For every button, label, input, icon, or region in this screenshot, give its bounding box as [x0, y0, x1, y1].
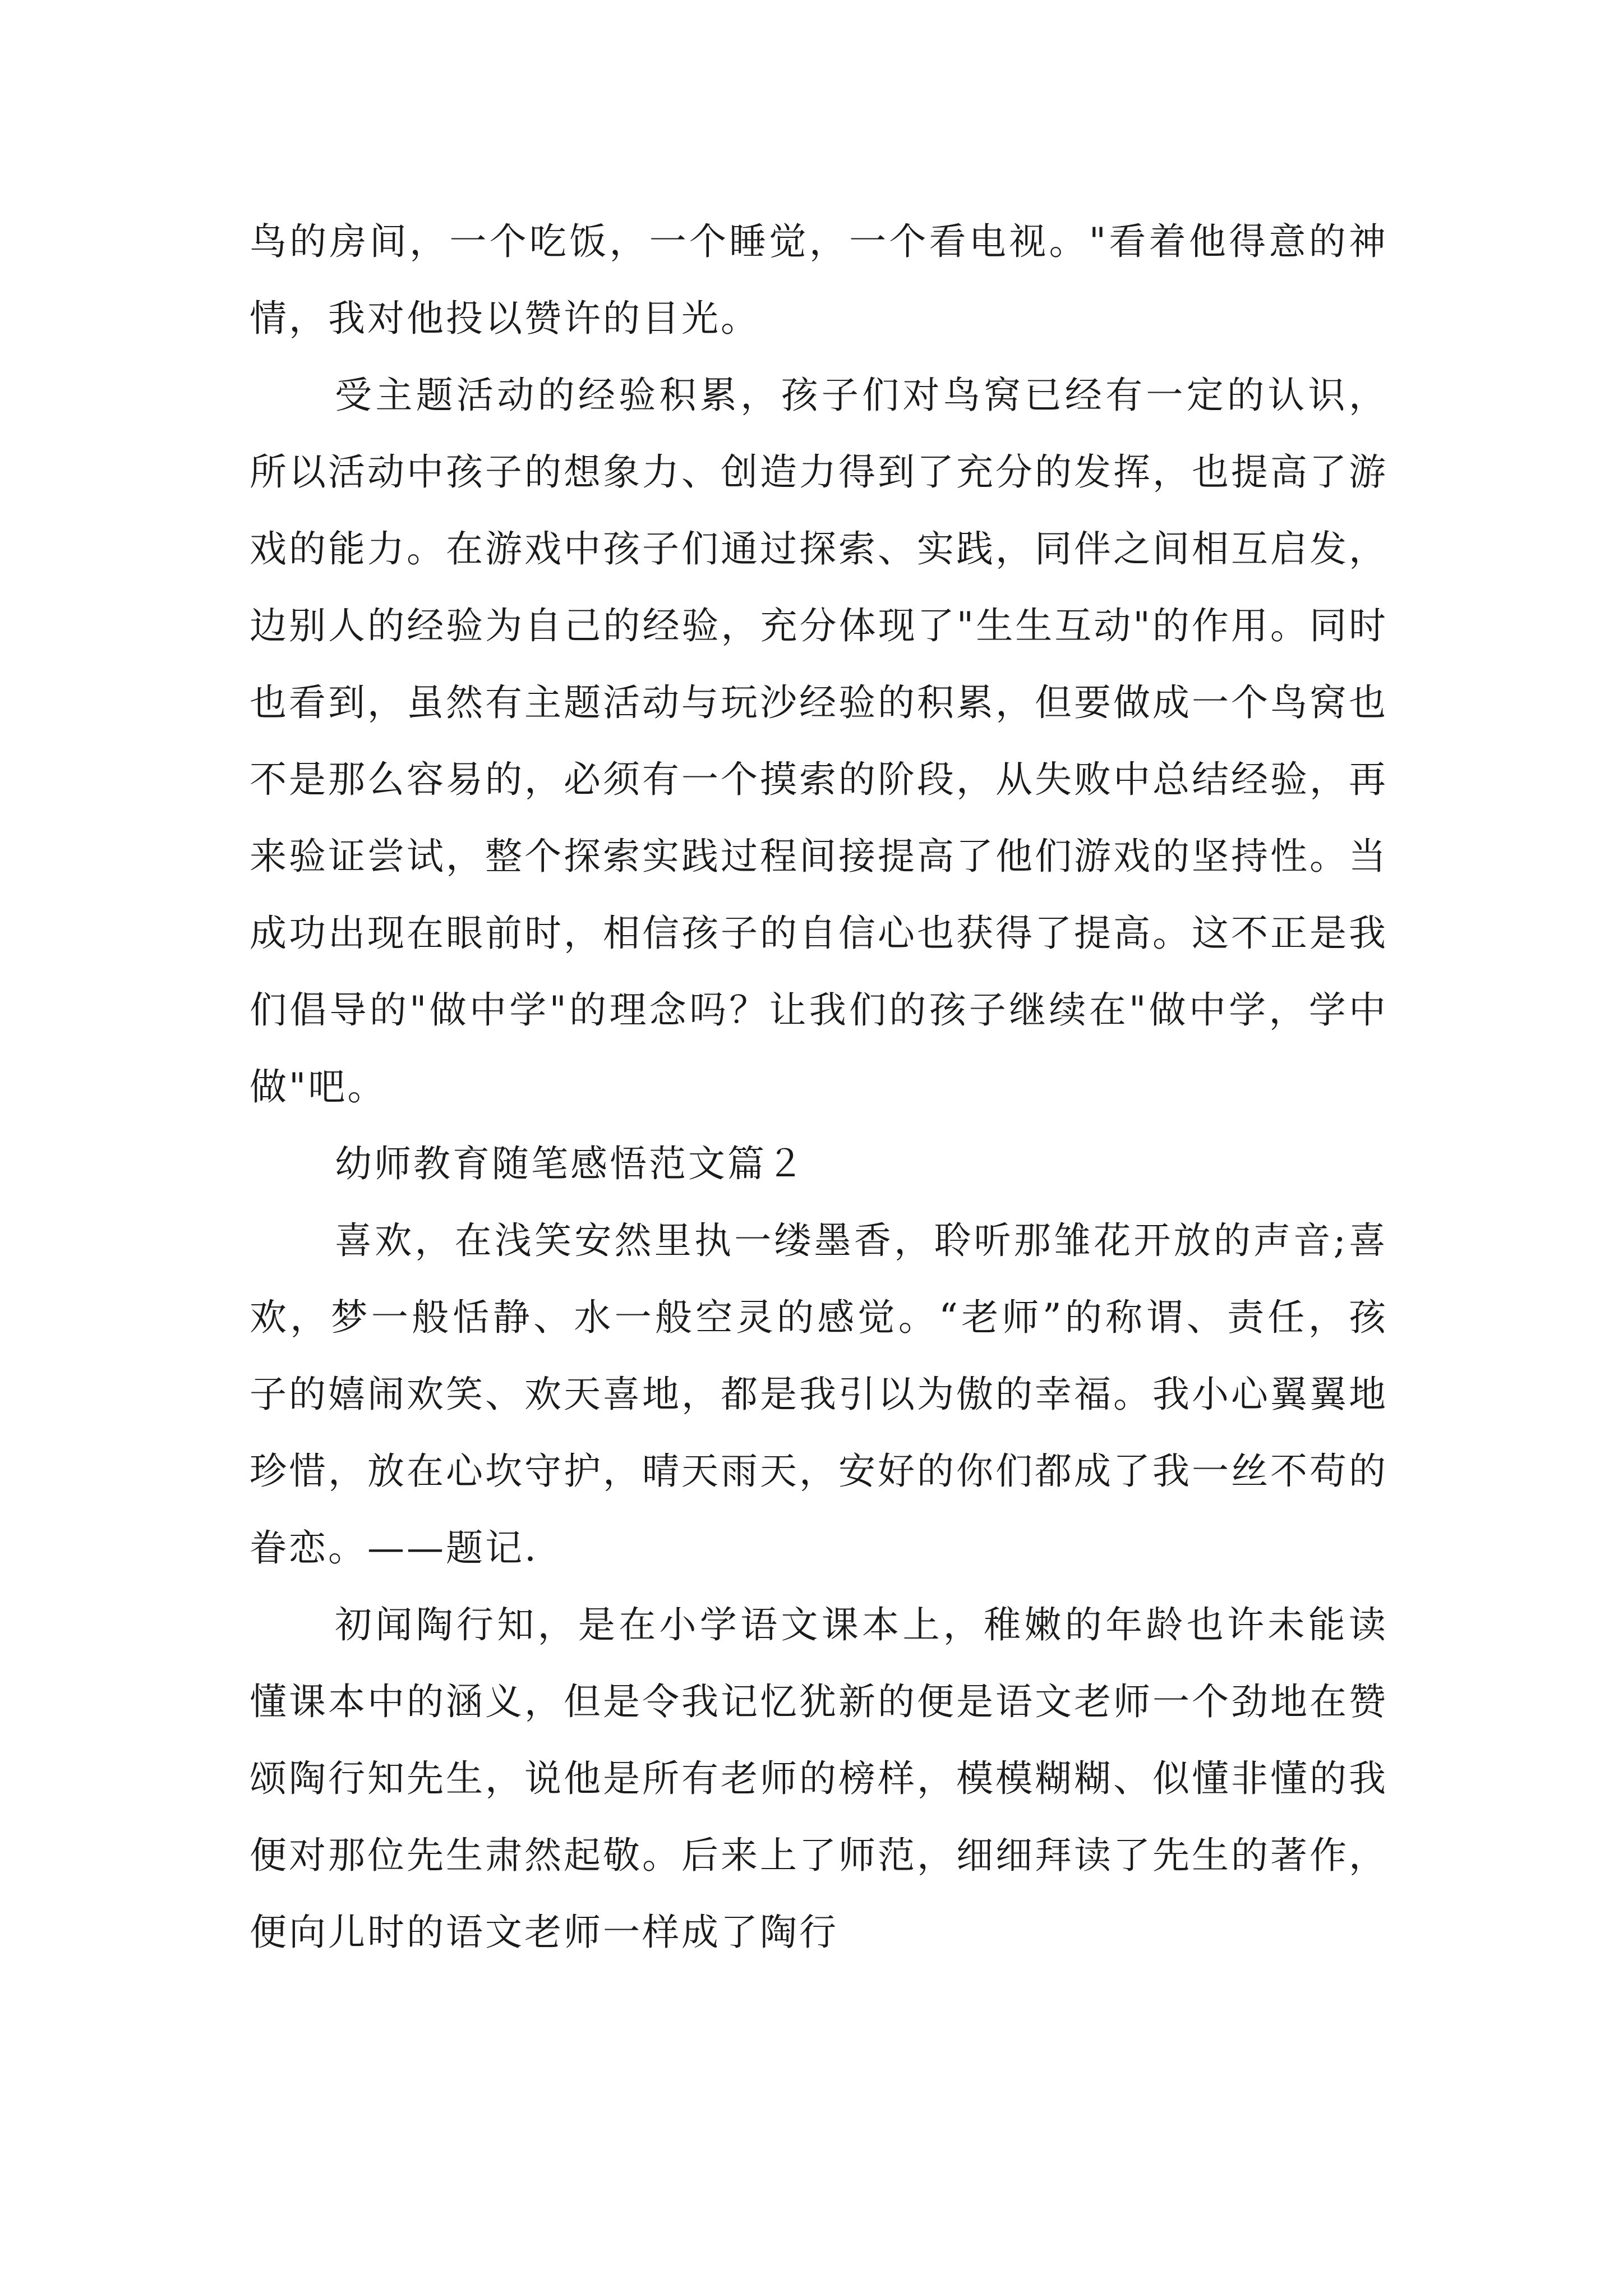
paragraph-bird-nest-reflection: 受主题活动的经验积累，孩子们对鸟窝已经有一定的认识，所以活动中孩子的想象力、创造力得到了充分的发挥，也提高了游戏的能力。在游戏中孩子们通过探索、实践，同伴之间相互启发，边别人的经验为自己的经验，充分体现了"生生互动"的作用。同时也看到，虽然有主题活动与玩沙经验的积累，但要做成一个鸟窝也不是那么容易的，必须有一个摸索的阶段，从失败中总结经验，再来验证尝试，整个探索实践过程间接提高了他们游戏的坚持性。当成功出现在眼前时，相信孩子的自信心也获得了提高。这不正是我们倡导的"做中学"的理念吗？让我们的孩子继续在"做中学，学中做"吧。 [250, 374, 1388, 1108]
paragraph-continuation: 鸟的房间，一个吃饭，一个睡觉，一个看电视。"看着他得意的神情，我对他投以赞许的目光。 [250, 220, 1388, 340]
paragraph-tao-xingzhi: 初闻陶行知，是在小学语文课本上，稚嫩的年龄也许未能读懂课本中的涵义，但是令我记忆犹新的便是语文老师一个劲地在赞颂陶行知先生，说他是所有老师的榜样，模模糊糊、似懂非懂的我便对那位先生肃然起敬。后来上了师范，细细拜读了先生的著作，便向儿时的语文老师一样成了陶行 [250, 1603, 1388, 1954]
section-heading: 幼师教育随笔感悟范文篇２ [335, 1142, 806, 1185]
document-body [250, 203, 1388, 1971]
paragraph-preface: 喜欢，在浅笑安然里执一缕墨香，聆听那雏花开放的声音;喜欢，梦一般恬静、水一般空灵的感觉。“老师”的称谓、责任，孩子的嬉闹欢笑、欢天喜地，都是我引以为傲的幸福。我小心翼翼地珍惜，放在心坎守护，晴天雨天，安好的你们都成了我一丝不苟的眷恋。——题记. [250, 1219, 1388, 1570]
